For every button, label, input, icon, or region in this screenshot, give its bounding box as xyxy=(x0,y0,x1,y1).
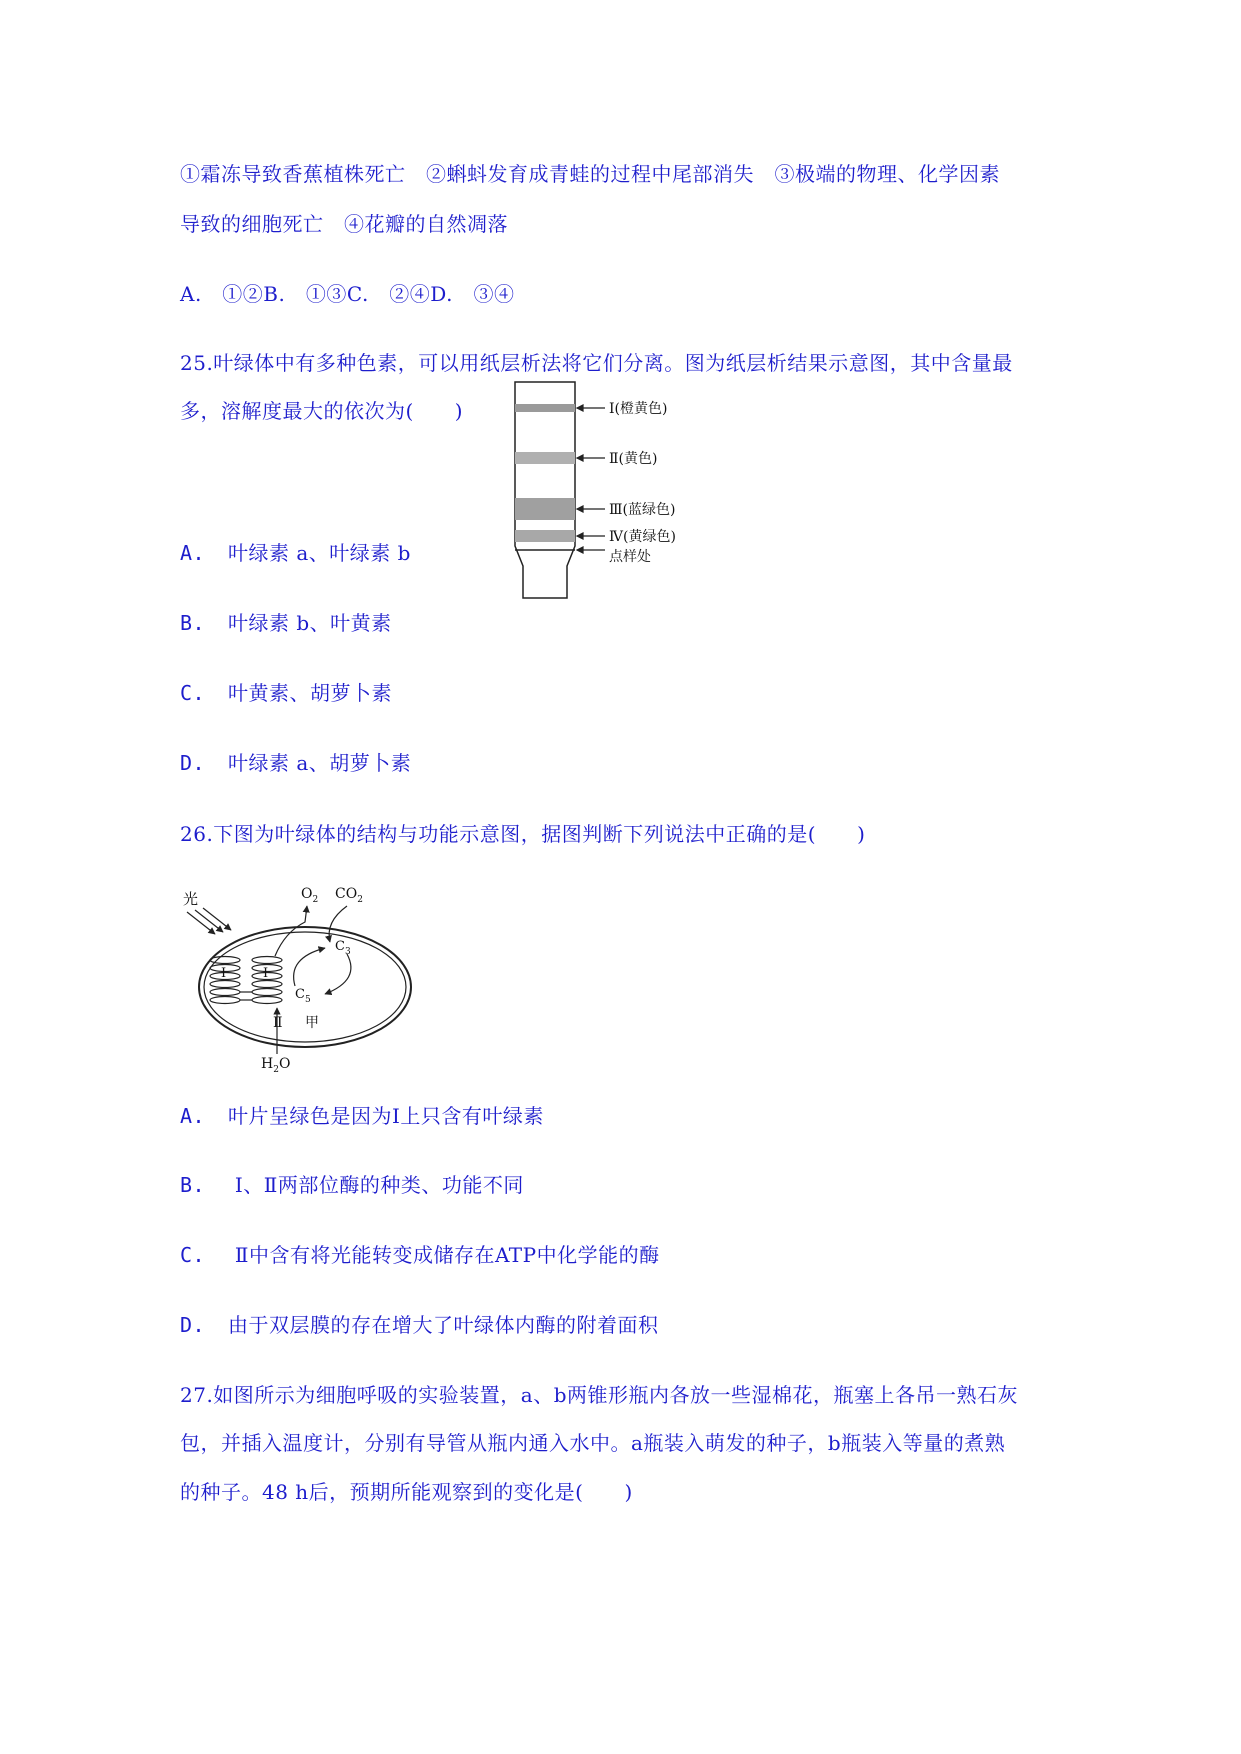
q24-statement-line2: 导致的细胞死亡 ④花瓣的自然凋落 xyxy=(180,212,508,236)
co2-label: $CO_2$ xyxy=(335,886,363,905)
chromatography-figure xyxy=(505,378,735,602)
h2o-label: $H_2O$ xyxy=(261,1056,291,1072)
q26-option-b: B. Ⅰ、Ⅱ两部位酶的种类、功能不同 xyxy=(180,1173,524,1197)
c5-to-c3-arrow xyxy=(294,948,325,986)
band-3 xyxy=(515,498,575,520)
paper-strip xyxy=(515,382,575,598)
label-II: Ⅱ xyxy=(273,1015,283,1031)
label-I-right: Ⅰ xyxy=(263,966,269,981)
band-2-label: Ⅱ(黄色) xyxy=(609,451,658,467)
q26-stem: 26.下图为叶绿体的结构与功能示意图，据图判断下列说法中正确的是( ) xyxy=(180,822,866,846)
o2-arrow xyxy=(275,906,307,956)
q25-option-c: C. 叶黄素、胡萝卜素 xyxy=(180,681,392,705)
band-4 xyxy=(515,530,575,542)
c3-to-c5-arrow xyxy=(325,954,351,994)
band-4-label: Ⅳ(黄绿色) xyxy=(609,529,676,545)
label-jia: 甲 xyxy=(305,1015,319,1031)
q24-statement-line1: ①霜冻导致香蕉植株死亡 ②蝌蚪发育成青蛙的过程中尾部消失 ③极端的物理、化学因素 xyxy=(180,162,1000,186)
q25-option-d: D. 叶绿素 a、胡萝卜素 xyxy=(180,751,412,775)
q26-option-a: A. 叶片呈绿色是因为Ⅰ上只含有叶绿素 xyxy=(180,1104,544,1128)
q27-stem-line1: 27.如图所示为细胞呼吸的实验装置，a、b两锥形瓶内各放一些湿棉花，瓶塞上各吊一熟石灰 xyxy=(180,1383,1019,1407)
origin-label: 点样处 xyxy=(609,549,651,565)
q24-options: A. ①②B. ①③C. ②④D. ③④ xyxy=(180,282,515,306)
c3-label: $C_3$ xyxy=(335,939,351,957)
band-2 xyxy=(515,452,575,464)
q25-option-b: B. 叶绿素 b、叶黄素 xyxy=(180,611,392,635)
light-label: 光 xyxy=(183,890,199,908)
q25-option-a: A. 叶绿素 a、叶绿素 b xyxy=(180,541,411,565)
chloroplast-figure xyxy=(175,882,415,1072)
band-1-label: Ⅰ(橙黄色) xyxy=(609,401,668,417)
band-1 xyxy=(515,404,575,412)
q26-option-c: C. Ⅱ中含有将光能转变成储存在ATP中化学能的酶 xyxy=(180,1243,660,1267)
band-3-label: Ⅲ(蓝绿色) xyxy=(609,502,676,518)
label-I-left: Ⅰ xyxy=(221,966,227,981)
q25-stem-line1: 25.叶绿体中有多种色素，可以用纸层析法将它们分离。图为纸层析结果示意图，其中含量最 xyxy=(180,351,1013,375)
q27-stem-line3: 的种子。48 h后，预期所能观察到的变化是( ) xyxy=(180,1480,633,1504)
q26-option-d: D. 由于双层膜的存在增大了叶绿体内酶的附着面积 xyxy=(180,1313,659,1337)
q27-stem-line2: 包，并插入温度计，分别有导管从瓶内通入水中。a瓶装入萌发的种子，b瓶装入等量的煮熟 xyxy=(180,1431,1006,1455)
q25-stem-line2: 多，溶解度最大的依次为( ) xyxy=(180,399,464,423)
o2-label: $O_2$ xyxy=(301,886,319,905)
light-arrows xyxy=(187,908,231,934)
c5-label: $C_5$ xyxy=(295,987,311,1005)
